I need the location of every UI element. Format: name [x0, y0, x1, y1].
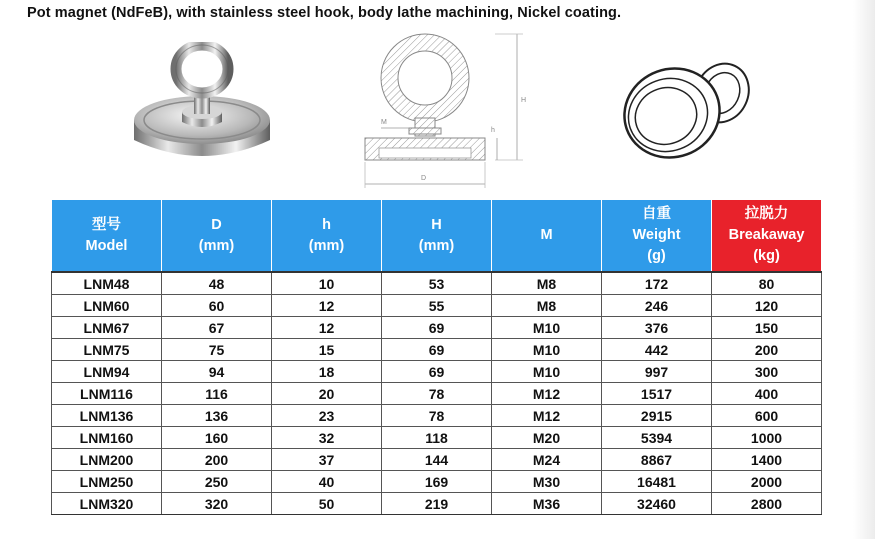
breakaway-cell: 1000 — [712, 427, 822, 449]
table-row — [52, 449, 822, 471]
diameter-cell: 200 — [162, 449, 272, 471]
model-cell: LNM60 — [52, 295, 162, 317]
diameter-cell: 160 — [162, 427, 272, 449]
breakaway-cell: 300 — [712, 361, 822, 383]
table-row — [52, 427, 822, 449]
total-height-cell: 118 — [382, 427, 492, 449]
breakaway-cell: 80 — [712, 272, 822, 295]
drawing-label-h: h — [491, 127, 495, 134]
weight-cell: 8867 — [602, 449, 712, 471]
base-height-cell: 12 — [272, 295, 382, 317]
total-height-cell: 69 — [382, 361, 492, 383]
model-cell: LNM67 — [52, 317, 162, 339]
total-height-cell: 144 — [382, 449, 492, 471]
thread-cell: M10 — [492, 317, 602, 339]
model-cell: LNM320 — [52, 493, 162, 515]
col-header-model: 型号 Model — [52, 200, 162, 273]
table-row — [52, 339, 822, 361]
diameter-cell: 94 — [162, 361, 272, 383]
table-row — [52, 493, 822, 515]
col-header-total-height: H (mm) — [382, 200, 492, 273]
page-edge-shade — [853, 0, 875, 539]
spec-table — [51, 199, 822, 515]
base-height-cell: 10 — [272, 272, 382, 295]
base-height-cell: 37 — [272, 449, 382, 471]
model-cell: LNM160 — [52, 427, 162, 449]
breakaway-cell: 2000 — [712, 471, 822, 493]
diameter-cell: 320 — [162, 493, 272, 515]
base-height-cell: 15 — [272, 339, 382, 361]
total-height-cell: 69 — [382, 317, 492, 339]
base-height-cell: 50 — [272, 493, 382, 515]
breakaway-cell: 1400 — [712, 449, 822, 471]
col-header-diameter: D (mm) — [162, 200, 272, 273]
thread-cell: M10 — [492, 361, 602, 383]
product-photo — [128, 42, 276, 172]
weight-cell: 172 — [602, 272, 712, 295]
table-row — [52, 295, 822, 317]
model-cell: LNM75 — [52, 339, 162, 361]
product-3d-sketch — [610, 55, 760, 170]
col-header-thread: M — [492, 200, 602, 273]
base-height-cell: 23 — [272, 405, 382, 427]
technical-drawing — [355, 22, 535, 192]
table-row — [52, 272, 822, 295]
thread-cell: M24 — [492, 449, 602, 471]
total-height-cell: 78 — [382, 405, 492, 427]
diameter-cell: 136 — [162, 405, 272, 427]
thread-cell: M30 — [492, 471, 602, 493]
breakaway-cell: 120 — [712, 295, 822, 317]
model-cell: LNM250 — [52, 471, 162, 493]
breakaway-cell: 600 — [712, 405, 822, 427]
total-height-cell: 53 — [382, 272, 492, 295]
drawing-label-m: M — [381, 119, 387, 126]
total-height-cell: 55 — [382, 295, 492, 317]
col-header-weight: 自重 Weight (g) — [602, 200, 712, 273]
base-height-cell: 32 — [272, 427, 382, 449]
diameter-cell: 60 — [162, 295, 272, 317]
thread-cell: M20 — [492, 427, 602, 449]
total-height-cell: 219 — [382, 493, 492, 515]
table-header-row — [52, 200, 822, 273]
table-row — [52, 361, 822, 383]
col-header-breakaway: 拉脱力 Breakaway (kg) — [712, 200, 822, 273]
drawing-label-H: H — [521, 97, 527, 104]
model-cell: LNM136 — [52, 405, 162, 427]
model-cell: LNM200 — [52, 449, 162, 471]
drawing-label-d: D — [421, 175, 427, 182]
total-height-cell: 169 — [382, 471, 492, 493]
page-title: Pot magnet (NdFeB), with stainless steel hook, body lathe machining, Nickel coating. — [27, 5, 622, 21]
breakaway-cell: 150 — [712, 317, 822, 339]
thread-cell: M12 — [492, 405, 602, 427]
weight-cell: 376 — [602, 317, 712, 339]
thread-cell: M8 — [492, 295, 602, 317]
weight-cell: 246 — [602, 295, 712, 317]
weight-cell: 32460 — [602, 493, 712, 515]
diameter-cell: 75 — [162, 339, 272, 361]
diameter-cell: 67 — [162, 317, 272, 339]
breakaway-cell: 400 — [712, 383, 822, 405]
total-height-cell: 78 — [382, 383, 492, 405]
weight-cell: 442 — [602, 339, 712, 361]
table-row — [52, 405, 822, 427]
model-cell: LNM94 — [52, 361, 162, 383]
thread-cell: M8 — [492, 272, 602, 295]
model-cell: LNM48 — [52, 272, 162, 295]
thread-cell: M12 — [492, 383, 602, 405]
table-row — [52, 317, 822, 339]
base-height-cell: 18 — [272, 361, 382, 383]
col-header-base-height: h (mm) — [272, 200, 382, 273]
weight-cell: 1517 — [602, 383, 712, 405]
total-height-cell: 69 — [382, 339, 492, 361]
breakaway-cell: 2800 — [712, 493, 822, 515]
table-row — [52, 383, 822, 405]
base-height-cell: 40 — [272, 471, 382, 493]
weight-cell: 997 — [602, 361, 712, 383]
base-height-cell: 12 — [272, 317, 382, 339]
weight-cell: 16481 — [602, 471, 712, 493]
base-height-cell: 20 — [272, 383, 382, 405]
table-row — [52, 471, 822, 493]
weight-cell: 5394 — [602, 427, 712, 449]
thread-cell: M10 — [492, 339, 602, 361]
model-cell: LNM116 — [52, 383, 162, 405]
diameter-cell: 48 — [162, 272, 272, 295]
breakaway-cell: 200 — [712, 339, 822, 361]
diameter-cell: 116 — [162, 383, 272, 405]
thread-cell: M36 — [492, 493, 602, 515]
diameter-cell: 250 — [162, 471, 272, 493]
weight-cell: 2915 — [602, 405, 712, 427]
